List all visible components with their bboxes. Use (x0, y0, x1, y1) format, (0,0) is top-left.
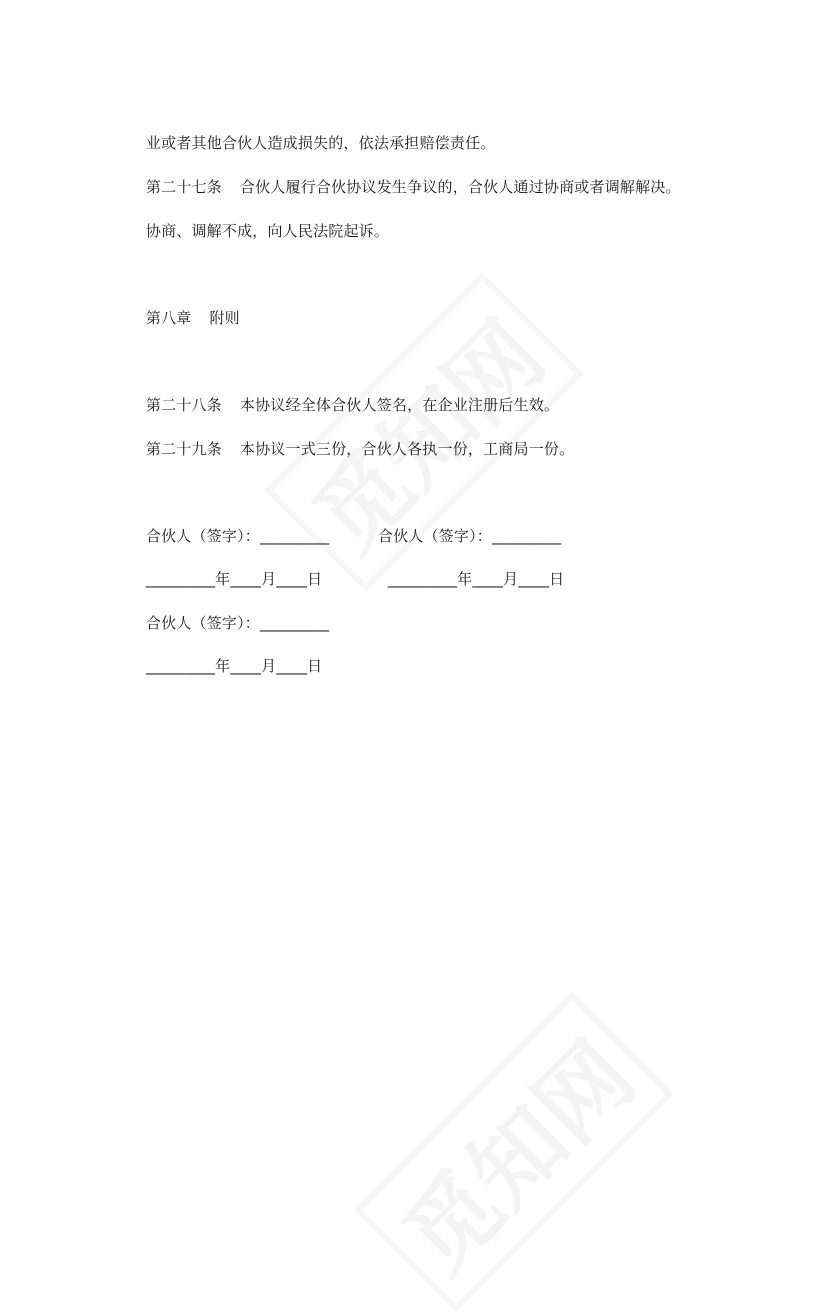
article-29 (126, 419, 574, 479)
watermark-bottom (354, 992, 674, 1312)
signature-label: 合伙人（签字）：_________ (377, 527, 562, 545)
date-line-3 (126, 636, 322, 696)
paragraph-text: 协商、调解不成，向人民法院起诉。 (145, 222, 390, 240)
date-field: _________年____月____日 (387, 570, 565, 588)
signature-label: 合伙人（签字）：_________ (145, 527, 330, 545)
article-number: 第二十九条 (145, 440, 222, 458)
chapter-number: 第八章 (145, 309, 192, 327)
paragraph-text: 业或者其他合伙人造成损失的，依法承担赔偿责任。 (145, 134, 496, 152)
date-field: _________年____月____日 (145, 657, 323, 675)
date-field: _________年____月____日 (145, 570, 323, 588)
signature-label: 合伙人（签字）：_________ (145, 614, 330, 632)
article-text: 合伙人履行合伙协议发生争议的，合伙人通过协商或者调解解决。 (239, 178, 681, 196)
article-text: 本协议经全体合伙人签名，在企业注册后生效。 (239, 396, 560, 414)
chapter-heading (126, 288, 240, 348)
chapter-title: 附则 (209, 309, 240, 327)
article-number: 第二十七条 (145, 178, 222, 196)
article-number: 第二十八条 (145, 396, 222, 414)
date-line-2 (368, 549, 564, 609)
paragraph-continuation (126, 201, 389, 261)
article-text: 本协议一式三份，合伙人各执一份，工商局一份。 (239, 440, 575, 458)
